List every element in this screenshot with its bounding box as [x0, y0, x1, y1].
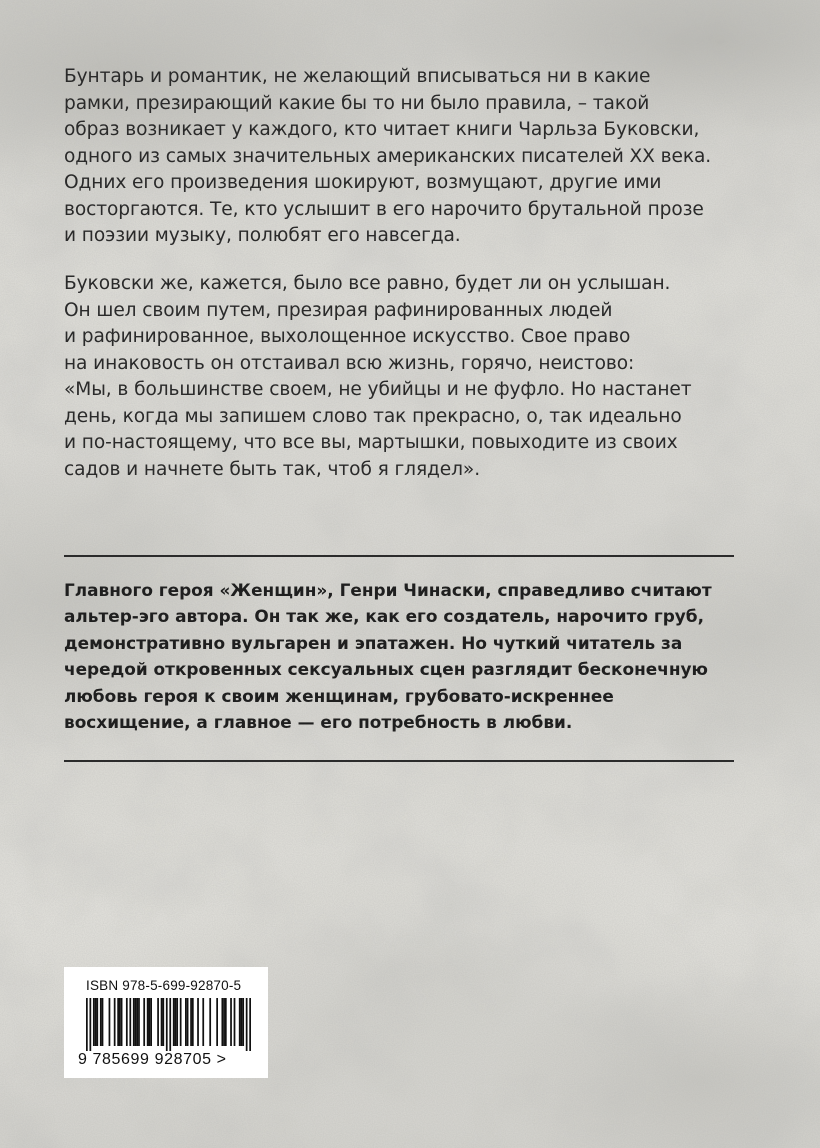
barcode-bar [249, 998, 251, 1051]
barcode-bar [138, 998, 140, 1046]
barcode-bar [157, 998, 159, 1046]
intro-line: и поэзии музыку, полюбят его навсегда. [64, 225, 461, 246]
highlight-line: Главного героя «Женщин», Генри Чинаски, справедливо считают [64, 580, 712, 600]
barcode-bar [223, 998, 225, 1046]
quote-line: Он шел своим путем, презирая рафинированных людей [64, 299, 613, 321]
barcode-bar [95, 998, 97, 1046]
quote-line: день, когда мы запишем слово так прекрасно, о, так идеально [64, 405, 682, 427]
intro-line: образ возникает у каждого, кто читает книги Чарльза Буковски, [64, 119, 700, 140]
quote-line: Буковски же, кажется, было все равно, будет ли он услышан. [64, 273, 671, 294]
barcode-bar [96, 998, 98, 1046]
barcode-bar [216, 998, 218, 1046]
barcode-bar [143, 998, 145, 1046]
barcode-bar [93, 998, 95, 1046]
intro-line: одного из самых значительных американских писателей XX века. [64, 145, 712, 167]
barcode-bar [109, 998, 111, 1046]
barcode-bar [180, 998, 182, 1046]
barcode-bar [135, 998, 137, 1046]
barcode-bar [147, 998, 149, 1046]
barcode-bar [176, 998, 178, 1046]
intro-line: Одних его произведения шокируют, возмущают, другие ими [64, 172, 662, 193]
highlight-paragraph [64, 577, 744, 735]
barcode-bar [187, 998, 189, 1046]
barcode-bar [114, 998, 116, 1046]
barcode-bar [197, 998, 199, 1046]
intro-line: восторгаются. Те, кто услышит в его нарочито брутальной прозе [64, 198, 704, 220]
barcode-bar [185, 998, 187, 1046]
barcode-bar [230, 998, 232, 1046]
divider-top [64, 555, 734, 557]
barcode-bar [190, 998, 192, 1046]
intro-line: рамки, презирающий какие бы то ни было правила, – такой [64, 92, 650, 114]
barcode-bar [246, 998, 248, 1051]
isbn-barcode-block [64, 967, 268, 1078]
barcode-bar [133, 998, 135, 1046]
barcode-bar [150, 998, 152, 1046]
quote-paragraph [64, 271, 754, 483]
barcode-bar [166, 998, 168, 1051]
barcode-bar [241, 998, 243, 1046]
barcode-bar [136, 998, 138, 1046]
barcode-bar [221, 998, 223, 1046]
highlight-line: альтер-эго автора. Он так же, как его создатель, нарочито груб, [64, 606, 705, 627]
barcode-bar [209, 998, 211, 1046]
barcode-bar [117, 998, 119, 1046]
barcode-bar [89, 998, 91, 1051]
highlight-line: любовь героя к своим женщинам, грубовато-искреннее [64, 685, 614, 706]
quote-line: садов и начнете быть так, чтоб я глядел». [64, 458, 481, 480]
barcode-bar [149, 998, 151, 1046]
barcode-bar [169, 998, 171, 1051]
barcode-digits: 9 785699 928705 > [78, 1051, 227, 1068]
highlight-line: чередой откровенных сексуальных сцен разглядит бесконечную [64, 659, 708, 680]
barcode [86, 998, 251, 1051]
barcode-bar [234, 998, 236, 1046]
barcode-bar [173, 998, 175, 1046]
quote-line: на инаковость он отстаивал всю жизнь, горячо, неистово: [64, 352, 635, 374]
barcode-bar [239, 998, 241, 1046]
barcode-bar [192, 998, 194, 1046]
barcode-bar [121, 998, 123, 1046]
quote-line: «Мы, в большинстве своем, не убийцы и не фуфло. Но настанет [64, 379, 692, 400]
isbn-label: ISBN 978-5-699-92870-5 [86, 978, 242, 993]
quote-line: и по-настоящему, что все вы, мартышки, повыходите из своих [64, 432, 678, 453]
barcode-bar [162, 998, 164, 1046]
barcode-bar [242, 998, 244, 1046]
highlight-line: демонстративно вульгарен и эпатажен. Но чуткий читатель за [64, 632, 683, 653]
intro-line: Бунтарь и романтик, не желающий вписываться ни в какие [64, 66, 651, 87]
barcode-bar [175, 998, 177, 1046]
barcode-bar [161, 998, 163, 1046]
barcode-bar [129, 998, 131, 1046]
highlight-line: восхищение, а главное — его потребность в любви. [64, 712, 573, 733]
barcode-bar [102, 998, 104, 1046]
barcode-bar [225, 998, 227, 1046]
barcode-bar [86, 998, 88, 1051]
barcode-bar [202, 998, 204, 1046]
quote-line: и рафинированное, выхолощенное искусство. Свое право [64, 326, 631, 347]
barcode-bar [119, 998, 121, 1046]
barcode-bar [126, 998, 128, 1046]
intro-paragraph [64, 64, 754, 250]
divider-bottom [64, 760, 734, 762]
barcode-bar [100, 998, 102, 1046]
